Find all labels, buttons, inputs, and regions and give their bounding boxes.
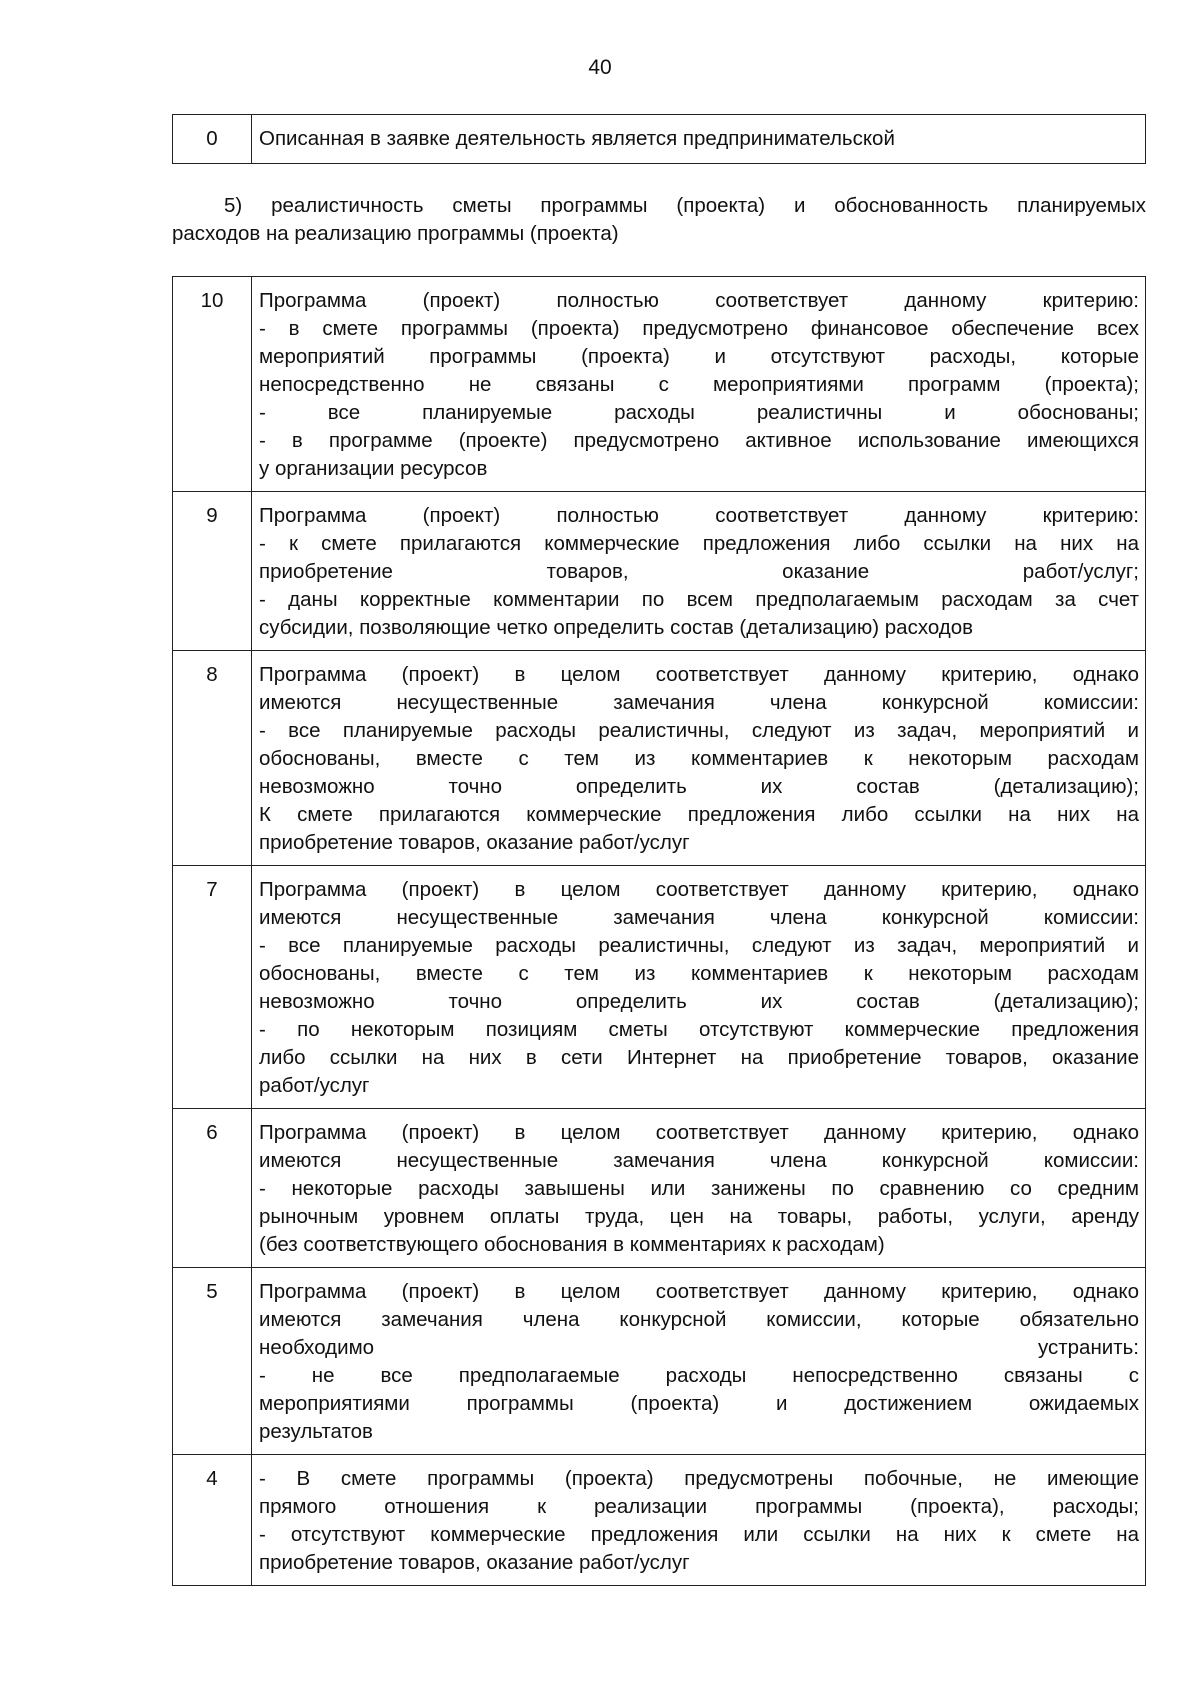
description-line: у организации ресурсов	[259, 457, 488, 480]
description-line: мероприятий программы (проекта) и отсутствуют расходы, которые	[259, 345, 1139, 368]
criteria-table	[172, 276, 1146, 1586]
criteria-table-body	[173, 277, 1146, 1586]
description-line: Программа (проект) в целом соответствует данному критерию, однако	[259, 878, 1139, 901]
score-cell: 6	[173, 1109, 252, 1268]
description-line: работ/услуг	[259, 1074, 370, 1097]
description-cell	[252, 866, 1146, 1109]
description-line: - в смете программы (проекта) предусмотрено финансовое обеспечение всех	[259, 317, 1139, 340]
section-heading	[172, 192, 1146, 248]
description-line: - по некоторым позициям сметы отсутствуют коммерческие предложения	[259, 1018, 1139, 1041]
description-line: имеются несущественные замечания члена конкурсной комиссии:	[259, 1149, 1139, 1172]
score-cell: 0	[173, 115, 252, 164]
description-line: приобретение товаров, оказание работ/услуг;	[259, 560, 1139, 583]
description-cell	[252, 115, 1146, 164]
description-line: необходимо устранить:	[259, 1336, 1139, 1359]
description-cell	[252, 1109, 1146, 1268]
description-line: Описанная в заявке деятельность является предпринимательской	[259, 127, 895, 150]
score-cell: 4	[173, 1455, 252, 1586]
table-row	[173, 651, 1146, 866]
description-line: - не все предполагаемые расходы непосредственно связаны с	[259, 1364, 1139, 1387]
table-row	[173, 115, 1146, 164]
description-line: К смете прилагаются коммерческие предложения либо ссылки на них на	[259, 803, 1139, 826]
description-line: невозможно точно определить их состав (детализацию);	[259, 990, 1139, 1013]
description-line: - все планируемые расходы реалистичны, следуют из задач, мероприятий и	[259, 934, 1139, 957]
score-cell: 5	[173, 1268, 252, 1455]
page-number: 40	[588, 56, 612, 79]
description-line: - в программе (проекте) предусмотрено активное использование имеющихся	[259, 429, 1139, 452]
description-cell	[252, 651, 1146, 866]
description-line: субсидии, позволяющие четко определить состав (детализацию) расходов	[259, 616, 974, 639]
description-line: обоснованы, вместе с тем из комментариев к некоторым расходам	[259, 747, 1139, 770]
description-line: (без соответствующего обоснования в комментариях к расходам)	[259, 1233, 885, 1256]
table-row	[173, 492, 1146, 651]
table-row	[173, 1109, 1146, 1268]
description-line: прямого отношения к реализации программы (проекта), расходы;	[259, 1495, 1139, 1518]
description-line: имеются несущественные замечания члена конкурсной комиссии:	[259, 906, 1139, 929]
description-line: - к смете прилагаются коммерческие предложения либо ссылки на них на	[259, 532, 1139, 555]
description-line: мероприятиями программы (проекта) и достижением ожидаемых	[259, 1392, 1139, 1415]
description-line: Программа (проект) полностью соответствует данному критерию:	[259, 289, 1139, 312]
description-line: Программа (проект) в целом соответствует данному критерию, однако	[259, 1121, 1139, 1144]
description-line: - В смете программы (проекта) предусмотрены побочные, не имеющие	[259, 1467, 1139, 1490]
top-criteria-table-body	[173, 115, 1146, 164]
description-line: - некоторые расходы завышены или занижены по сравнению со средним	[259, 1177, 1139, 1200]
description-cell	[252, 1455, 1146, 1586]
score-cell: 9	[173, 492, 252, 651]
description-cell	[252, 492, 1146, 651]
description-line: непосредственно не связаны с мероприятиями программ (проекта);	[259, 373, 1139, 396]
table-row	[173, 1268, 1146, 1455]
score-cell: 7	[173, 866, 252, 1109]
description-line: Программа (проект) полностью соответствует данному критерию:	[259, 504, 1139, 527]
description-line: приобретение товаров, оказание работ/услуг	[259, 1551, 690, 1574]
description-line: либо ссылки на них в сети Интернет на приобретение товаров, оказание	[259, 1046, 1139, 1069]
table-row	[173, 866, 1146, 1109]
description-line: рыночным уровнем оплаты труда, цен на товары, работы, услуги, аренду	[259, 1205, 1139, 1228]
section-heading-line-2: расходов на реализацию программы (проекта)	[172, 222, 619, 245]
description-line: приобретение товаров, оказание работ/услуг	[259, 831, 690, 854]
description-line: имеются несущественные замечания члена конкурсной комиссии:	[259, 691, 1139, 714]
description-cell	[252, 1268, 1146, 1455]
description-line: - даны корректные комментарии по всем предполагаемым расходам за счет	[259, 588, 1139, 611]
description-line: Программа (проект) в целом соответствует данному критерию, однако	[259, 1280, 1139, 1303]
top-criteria-table	[172, 114, 1146, 164]
score-cell: 8	[173, 651, 252, 866]
description-line: - все планируемые расходы реалистичны, следуют из задач, мероприятий и	[259, 719, 1139, 742]
description-line: - все планируемые расходы реалистичны и обоснованы;	[259, 401, 1139, 424]
description-line: Программа (проект) в целом соответствует данному критерию, однако	[259, 663, 1139, 686]
score-cell: 10	[173, 277, 252, 492]
description-line: - отсутствуют коммерческие предложения или ссылки на них к смете на	[259, 1523, 1139, 1546]
description-line: результатов	[259, 1420, 373, 1443]
description-line: обоснованы, вместе с тем из комментариев к некоторым расходам	[259, 962, 1139, 985]
description-line: невозможно точно определить их состав (детализацию);	[259, 775, 1139, 798]
description-cell	[252, 277, 1146, 492]
table-row	[173, 277, 1146, 492]
table-row	[173, 1455, 1146, 1586]
description-line: имеются замечания члена конкурсной комиссии, которые обязательно	[259, 1308, 1139, 1331]
section-heading-line-1: 5) реалистичность сметы программы (проекта) и обоснованность планируемых	[224, 194, 1146, 217]
